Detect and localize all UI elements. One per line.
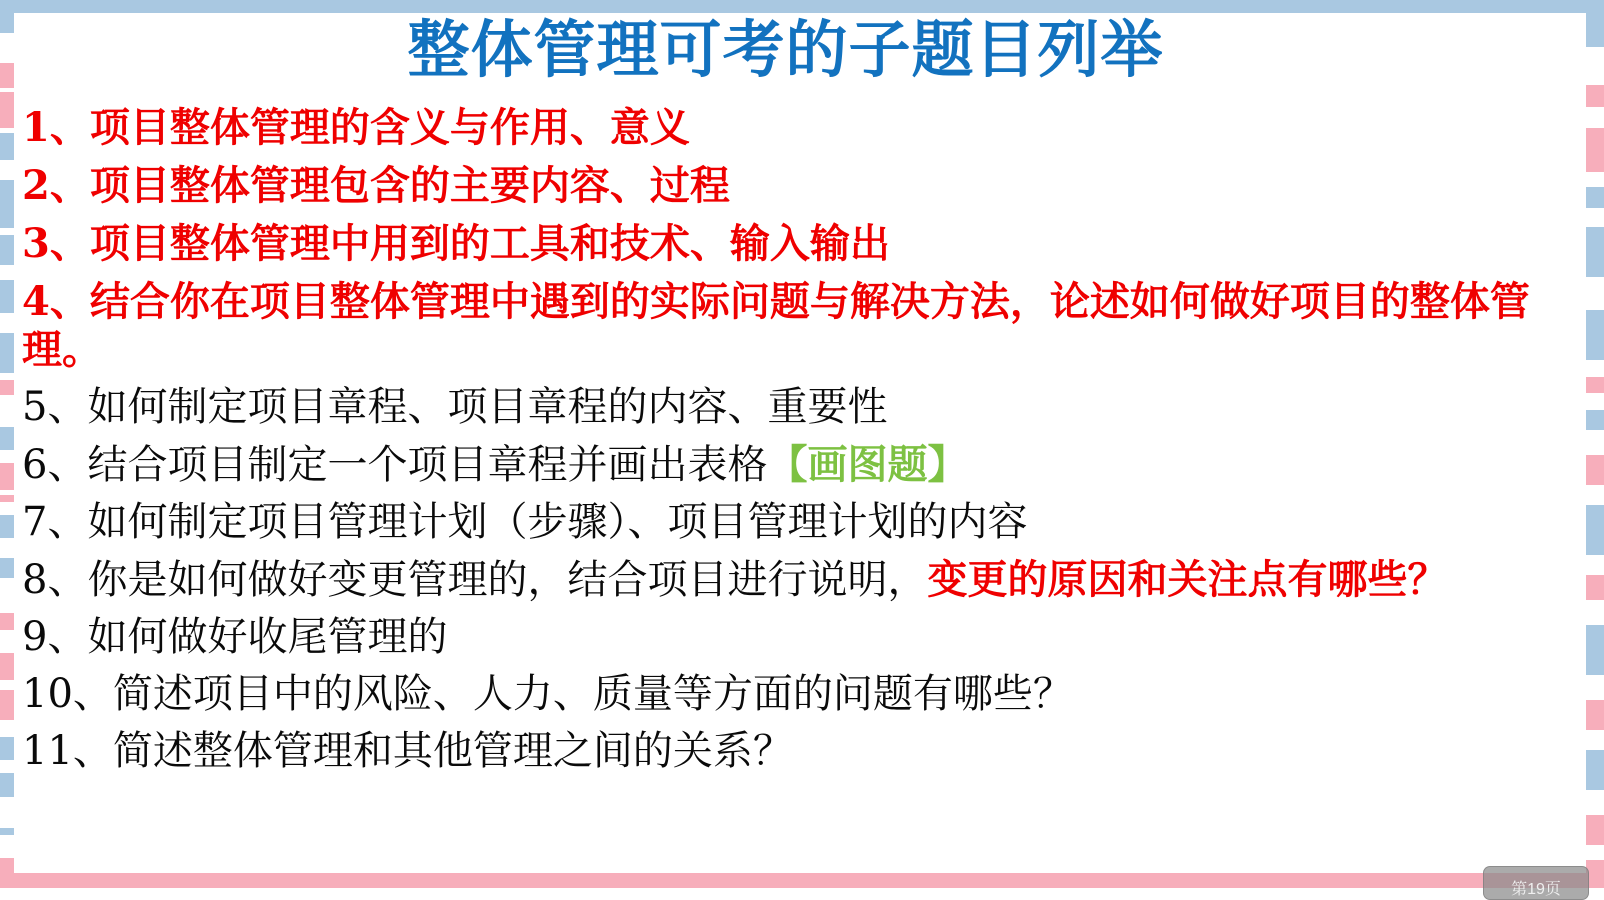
border-dash-blue	[1586, 187, 1604, 208]
item-text: 2、项目整体管理包含的主要内容、过程	[22, 162, 730, 209]
list-item	[22, 728, 1549, 775]
list-item	[22, 162, 1549, 210]
border-dash-pink	[1586, 700, 1604, 730]
item-text: 【画图题】	[767, 441, 968, 488]
border-dash-blue	[0, 0, 14, 33]
right-dashed-border	[1586, 0, 1604, 888]
border-dash-blue	[0, 737, 14, 760]
border-dash-blue	[0, 280, 14, 313]
border-dash-pink	[1586, 455, 1604, 485]
border-dash-blue	[1586, 750, 1604, 790]
border-dash-pink	[0, 463, 14, 490]
list-item	[22, 499, 1549, 546]
border-dash-blue	[0, 333, 14, 373]
border-dash-pink	[0, 690, 14, 720]
border-dash-pink	[0, 613, 14, 630]
border-dash-pink	[0, 495, 14, 502]
item-text: 3、项目整体管理中用到的工具和技术、输入输出	[22, 220, 890, 267]
border-dash-blue	[0, 828, 14, 835]
list-item	[22, 614, 1549, 661]
bottom-border-bar	[0, 873, 1604, 888]
border-dash-blue	[1586, 410, 1604, 430]
item-text: 4、结合你在项目整体管理中遇到的实际问题与解决方法，论述如何做好项目的整体管理。	[22, 278, 1530, 373]
item-text: 9、如何做好收尾管理的	[22, 614, 448, 660]
item-text: 7、如何制定项目管理计划（步骤）、项目管理计划的内容	[22, 499, 1028, 545]
slide-title: 整体管理可考的子题目列举	[407, 16, 1164, 85]
item-text: 10、简述项目中的风险、人力、质量等方面的问题有哪些？	[22, 671, 1073, 717]
border-dash-pink	[0, 858, 14, 873]
list-item	[22, 278, 1549, 374]
question-list	[22, 104, 1549, 775]
border-dash-blue	[0, 515, 14, 538]
border-dash-blue	[0, 180, 14, 228]
border-dash-blue	[1586, 13, 1604, 47]
item-text: 11、简述整体管理和其他管理之间的关系？	[22, 728, 793, 774]
list-item	[22, 384, 1549, 431]
list-item	[22, 556, 1549, 604]
border-dash-blue	[0, 427, 14, 450]
item-text: 1、项目整体管理的含义与作用、意义	[22, 104, 690, 151]
item-text: 8、你是如何做好变更管理的，结合项目进行说明，	[22, 557, 928, 603]
page-number-text: 第19页	[1511, 881, 1561, 898]
border-dash-pink	[0, 380, 14, 395]
border-dash-pink	[1586, 85, 1604, 107]
border-dash-blue	[1586, 505, 1604, 555]
border-dash-blue	[0, 558, 14, 578]
border-dash-pink	[0, 63, 14, 88]
border-dash-pink	[0, 92, 14, 128]
item-text: 5、如何制定项目章程、项目章程的内容、重要性	[22, 384, 888, 430]
item-text: 6、结合项目制定一个项目章程并画出表格	[22, 442, 768, 488]
border-dash-blue	[0, 133, 14, 160]
border-dash-blue	[1586, 310, 1604, 360]
border-dash-blue	[0, 773, 14, 797]
item-text: 变更的原因和关注点有哪些？	[927, 556, 1448, 603]
border-dash-pink	[0, 653, 14, 680]
left-dashed-border	[0, 0, 14, 888]
list-item	[22, 104, 1549, 152]
border-dash-pink	[1586, 575, 1604, 600]
border-dash-blue	[1586, 227, 1604, 277]
page-number-badge	[1483, 866, 1589, 900]
list-item	[22, 441, 1549, 489]
border-dash-blue	[1586, 625, 1604, 675]
border-dash-pink	[1586, 815, 1604, 845]
slide-content	[22, 0, 1549, 785]
list-item	[22, 671, 1549, 718]
list-item	[22, 220, 1549, 268]
border-dash-pink	[1586, 377, 1604, 393]
border-dash-blue	[0, 235, 14, 265]
border-dash-pink	[1586, 128, 1604, 172]
